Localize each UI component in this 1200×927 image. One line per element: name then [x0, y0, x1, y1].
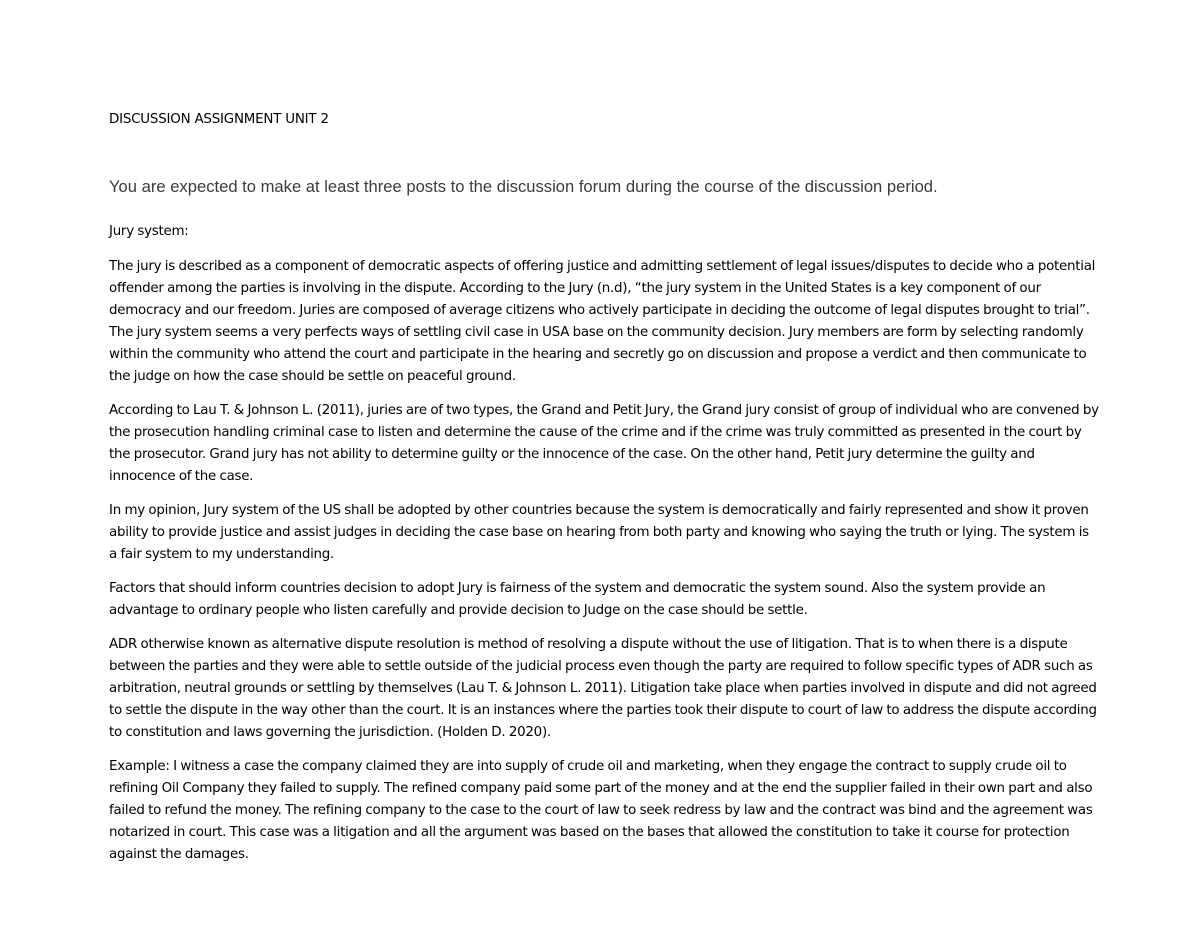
paragraph-opinion: In my opinion, Jury system of the US shall be adopted by other countries because the system is democratically and fairly represented and show it proven ability to provide justice and assist judges in deciding the case base on hearing from both party and knowing who saying the truth or lying. The system is a fair system to my understanding.	[109, 503, 1089, 562]
document-body	[109, 221, 1099, 878]
paragraph-adr: ADR otherwise known as alternative dispute resolution is method of resolving a dispute without the use of litigation. That is to when there is a dispute between the parties and they were able to settle outside of the judicial process even though the party are required to follow specific types of ADR such as arbitration, neutral grounds or settling by themselves (Lau T. & Johnson L. 2011). Litigation take place when parties involved in dispute and did not agreed to settle the dispute in the way other than the court. It is an instances where the parties took their dispute to court of law to address the dispute according to constitution and laws governing the jurisdiction. (Holden D. 2020).	[109, 637, 1097, 740]
assignment-instructions: You are expected to make at least three posts to the discussion forum during the course of the discussion period.	[109, 177, 938, 196]
paragraph-example: Example: I witness a case the company claimed they are into supply of crude oil and marketing, when they engage the contract to supply crude oil to refining Oil Company they failed to supply. The refined company paid some part of the money and at the end the supplier failed in their own part and also failed to refund the money. The refining company to the case to the court of law to seek redress by law and the contract was bind and the agreement was notarized in court. This case was a litigation and all the argument was based on the bases that allowed the constitution to take it course for protection against the damages.	[109, 759, 1093, 862]
paragraph-jury-types: According to Lau T. & Johnson L. (2011), juries are of two types, the Grand and Petit Jury, the Grand jury consist of group of individual who are convened by the prosecution handling criminal case to listen and determine the cause of the crime and if the crime was truly committed as presented in the court by the prosecutor. Grand jury has not ability to determine guilty or the innocence of the case. On the other hand, Petit jury determine the guilty and innocence of the case.	[109, 403, 1099, 484]
paragraph-factors: Factors that should inform countries decision to adopt Jury is fairness of the system and democratic the system sound. Also the system provide an advantage to ordinary people who listen carefully and provide decision to Judge on the case should be settle.	[109, 581, 1046, 618]
document-title: DISCUSSION ASSIGNMENT UNIT 2	[109, 112, 329, 127]
paragraph-jury-definition: The jury is described as a component of democratic aspects of offering justice and admitting settlement of legal issues/disputes to decide who a potential offender among the parties is involving in the dispute. According to the Jury (n.d), “the jury system in the United States is a key component of our democracy and our freedom. Juries are composed of average citizens who actively participate in deciding the outcome of legal disputes brought to trial”. The jury system seems a very perfects ways of settling civil case in USA base on the community decision. Jury members are form by selecting randomly within the community who attend the court and participate in the hearing and secretly go on discussion and propose a verdict and then communicate to the judge on how the case should be settle on peaceful ground.	[109, 259, 1096, 384]
section-heading-jury-system: Jury system:	[109, 224, 189, 239]
